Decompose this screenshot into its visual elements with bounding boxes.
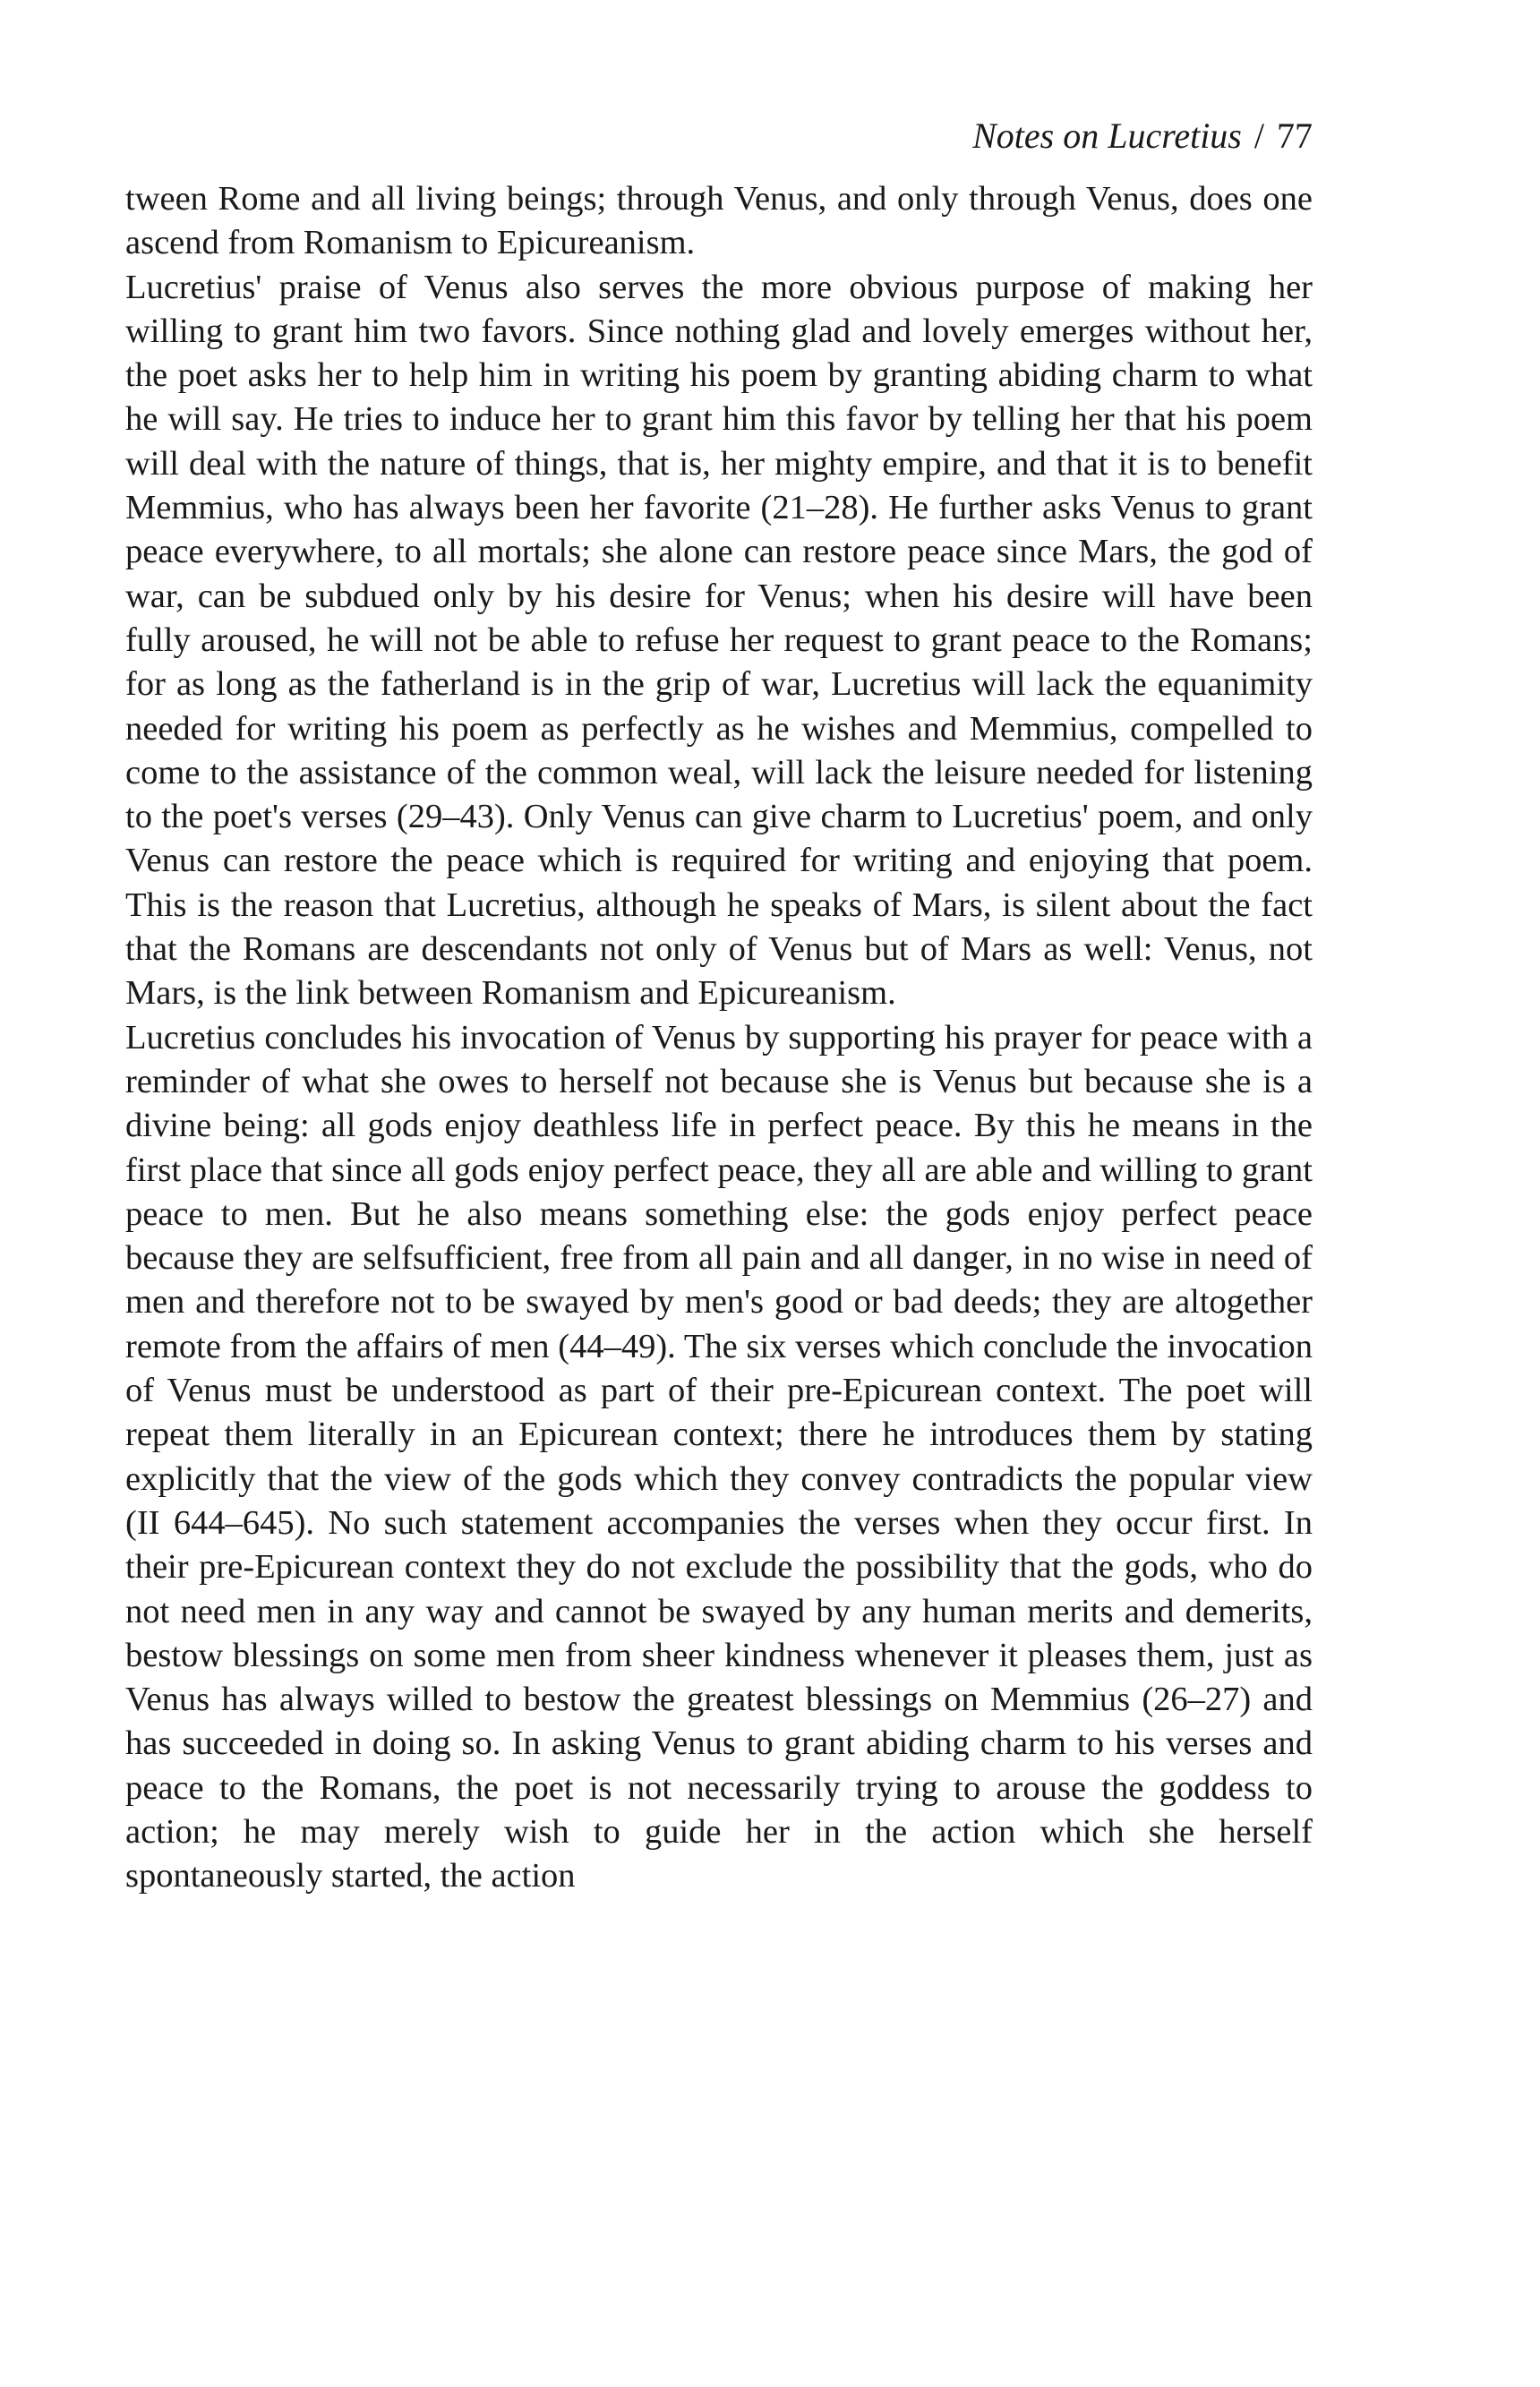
running-head-title: Notes on Lucretius	[972, 116, 1242, 156]
paragraph-venus-favors: Lucretius' praise of Venus also serves the more obvious purpose of making her willing to grant him two favors. Since nothing glad and lovely emerges without her, the poet asks her to help him in writing his poem by granting abiding charm to what he will say. He tries to induce her to grant him this favor by telling her that his poem will deal with the nature of things, that is, her mighty empire, and that it is to benefit Memmius, who has always been her favorite (21–28). He further asks Venus to grant peace everywhere, to all mortals; she alone can restore peace since Mars, the god of war, can be subdued only by his desire for Venus; when his desire will have been fully aroused, he will not be able to refuse her request to grant peace to the Romans; for as long as the fatherland is in the grip of war, Lucretius will lack the equanimity needed for writing his poem as perfectly as he wishes and Memmius, compelled to come to the assistance of the common weal, will lack the leisure needed for listening to the poet's verses (29–43). Only Venus can give charm to Lucretius' poem, and only Venus can restore the peace which is required for writing and enjoying that poem. This is the reason that Lucretius, although he speaks of Mars, is silent about the fact that the Romans are descendants not only of Venus but of Mars as well: Venus, not Mars, is the link between Romanism and Epicureanism.	[125, 268, 1313, 1013]
running-head-separator: /	[1253, 116, 1264, 156]
paragraph-invocation-conclusion: Lucretius concludes his invocation of Venus by supporting his prayer for peace with a reminder of what she owes to herself not because she is Venus but because she is a divine being: all gods enjoy deathless life in perfect peace. By this he means in the first place that since all gods enjoy perfect peace, they all are able and willing to grant peace to men. But he also means something else: the gods enjoy perfect peace because they are selfsufficient, free from all pain and all danger, in no wise in need of men and therefore not to be swayed by men's good or bad deeds; they are altogether remote from the affairs of men (44–49). The six verses which conclude the invocation of Venus must be understood as part of their pre-Epicurean context. The poet will repeat them literally in an Epicurean context; there he introduces them by stating explicitly that the view of the gods which they convey contradicts the popular view (II 644–645). No such statement accompanies the verses when they occur first. In their pre-Epicurean context they do not exclude the possibility that the gods, who do not need men in any way and cannot be swayed by any human merits and demerits, bestow blessings on some men from sheer kindness whenever it pleases them, just as Venus has always willed to bestow the greatest blessings on Memmius (26–27) and has succeeded in doing so. In asking Venus to grant abiding charm to his verses and peace to the Romans, the poet is not necessarily trying to arouse the goddess to action; he may merely wish to guide her in the action which she herself spontaneously started, the action	[125, 1018, 1313, 1895]
running-head	[125, 115, 1313, 165]
page-number: 77	[1277, 116, 1313, 156]
body-text	[125, 177, 1313, 1899]
page	[125, 115, 1313, 1899]
paragraph-continued: tween Rome and all living beings; through Venus, and only through Venus, does one ascend from Romanism to Epicureanism.	[125, 180, 1313, 262]
